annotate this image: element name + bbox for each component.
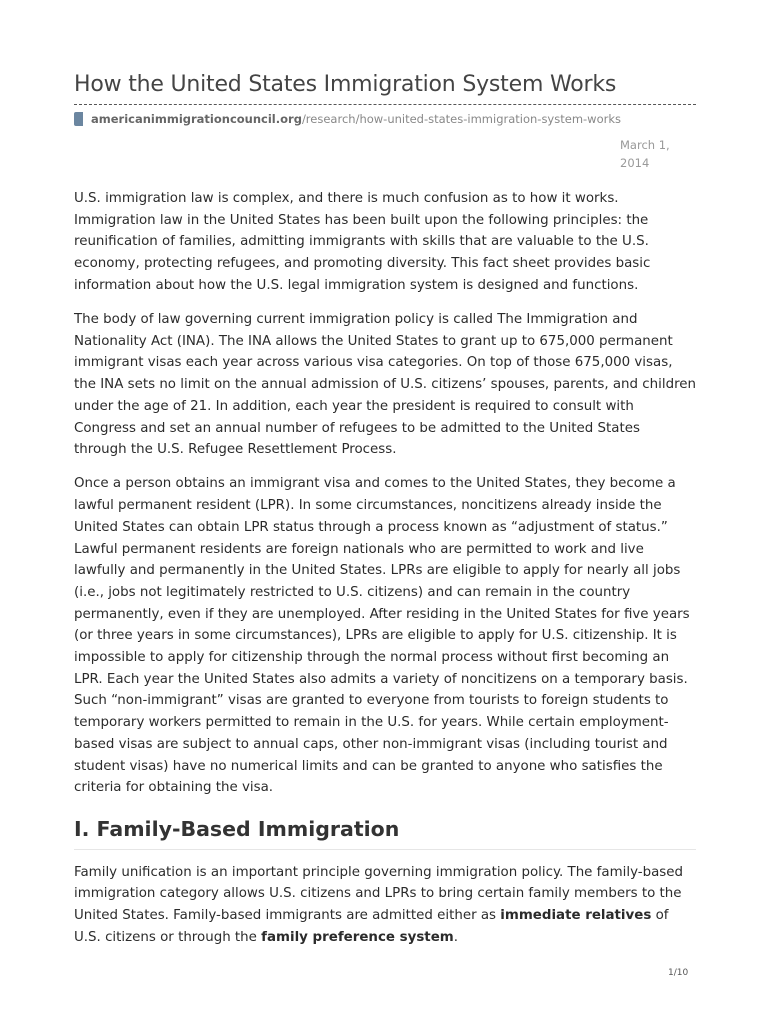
section-text-2: of U.S. citizens or through the bbox=[74, 908, 669, 945]
paragraph-2: The body of law governing current immigration policy is called The Immigration and Nationality Act (INA). The INA allows the United States to grant up to 675,000 permanent immigrant visas each year across various visa categories. On top of those 675,000 visas, the INA sets no limit on the annual admission of U.S. citizens’ spouses, parents, and children under the age of 21. In addition, each year the president is required to consult with Congress and set an annual number of refugees to be admitted to the United States through the U.S. Refugee Resettlement Process. bbox=[74, 312, 697, 458]
paragraph-1: U.S. immigration law is complex, and there is much confusion as to how it works. Immigration law in the United States has been built upon the following principles: the reunification of families, admitting immigrants with skills that are valuable to the U.S. economy, protecting refugees, and promoting diversity. This fact sheet provides basic information about how the U.S. legal immigration system is designed and functions. bbox=[74, 191, 651, 293]
section-text-1: Family unification is an important principle governing immigration policy. The family-based immigration category allows U.S. citizens and LPRs to bring certain family members to the United States. Family-based immigrants are admitted either as bbox=[74, 864, 684, 924]
family-preference-term: family preference system bbox=[261, 929, 454, 945]
site-favicon-icon bbox=[74, 112, 83, 126]
section-text-3: . bbox=[453, 929, 459, 945]
source-path[interactable]: /research/how-united-states-immigration-system-works bbox=[301, 112, 621, 126]
section-heading-family: I. Family-Based Immigration bbox=[74, 819, 696, 850]
title-divider bbox=[74, 104, 696, 105]
page-title: How the United States Immigration System Works bbox=[74, 72, 617, 97]
publish-date: March 1, 2014 bbox=[620, 138, 670, 170]
section-paragraph bbox=[74, 862, 696, 949]
paragraph-3: Once a person obtains an immigrant visa and comes to the United States, they become a lawful permanent resident (LPR). In some circumstances, noncitizens already inside the United States can obtain LPR status through a process known as “adjustment of status.” Lawful permanent residents are foreign nationals who are permitted to work and live lawfully and permanently in the United States. LPRs are eligible to apply for nearly all jobs (i.e., jobs not legitimately restricted to U.S. citizens) and can remain in the country permanently, even if they are unemployed. After residing in the United States for five years (or three years in some circumstances), LPRs are eligible to apply for U.S. citizenship. It is impossible to apply for citizenship through the normal process without first becoming an LPR. Each year the United States also admits a variety of noncitizens on a temporary basis. Such “non-immigrant” visas are granted to everyone from tourists to foreign students to temporary workers permitted to remain in the U.S. for years. While certain employment-based visas are subject to annual caps, other non-immigrant visas (including tourist and student visas) have no numerical limits and can be granted to anyone who satisfies the criteria for obtaining the visa. bbox=[74, 476, 690, 796]
source-domain[interactable]: americanimmigrationcouncil.org bbox=[91, 112, 302, 126]
page-number: 1/10 bbox=[668, 968, 689, 978]
source-url[interactable] bbox=[74, 112, 621, 126]
immediate-relatives-term: immediate relatives bbox=[500, 908, 652, 924]
article-body bbox=[74, 188, 696, 961]
